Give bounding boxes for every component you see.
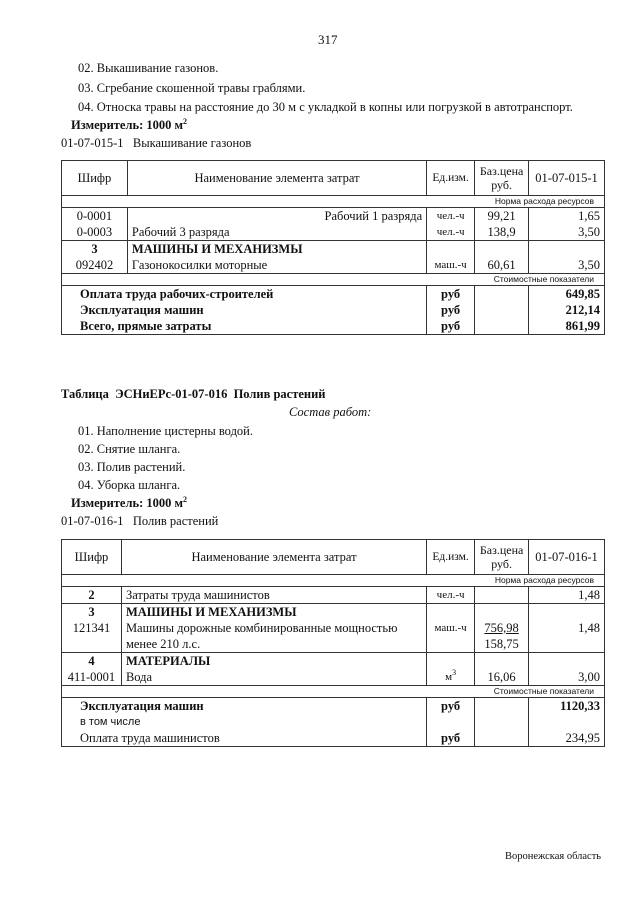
cell-name: Газонокосилки моторные (127, 257, 426, 274)
table-row (62, 669, 605, 686)
cell-unit-text: м (445, 671, 453, 683)
total-row (62, 318, 605, 335)
header-name: Наименование элемента затрат (127, 161, 426, 196)
footer-region: Воронежская область (505, 851, 602, 862)
measure-sup: 2 (183, 495, 188, 504)
work-item: 04. Уборка шланга. (78, 478, 181, 492)
work-item: 04. Относка травы на расстояние до 30 м с укладкой в копны или погрузкой в автотранспорт. (78, 100, 573, 114)
estimate-table-1 (61, 160, 605, 335)
cell-unit: маш.-ч (427, 620, 475, 653)
total-value: 212,14 (529, 302, 605, 318)
table-row (62, 208, 605, 225)
total-unit: руб (427, 302, 475, 318)
cell-price (475, 587, 529, 604)
header-price-line2: руб. (491, 557, 512, 571)
measure-label (71, 496, 187, 511)
total-unit: руб (427, 318, 475, 335)
work-item: 02. Выкашивание газонов. (78, 61, 219, 75)
cell-name: Рабочий 1 разряда (127, 208, 426, 225)
group-code: 3 (62, 241, 128, 258)
cell-unit: чел.-ч (427, 587, 475, 604)
cell-code: 121341 (62, 620, 122, 653)
group-row (62, 604, 605, 621)
subheader-cost: Стоимостные показатели (62, 274, 605, 286)
cell-code: 2 (62, 587, 122, 604)
header-price (475, 540, 529, 575)
measure-label (71, 118, 187, 133)
cell-unit (427, 669, 475, 686)
header-unit: Ед.изм. (427, 161, 475, 196)
total-row (62, 730, 605, 747)
cell-code: 0-0001 (62, 208, 128, 225)
total-label: в том числе (62, 714, 427, 730)
subheader-row (62, 686, 605, 698)
table-row (62, 587, 605, 604)
cell-unit-sup: 3 (452, 668, 457, 677)
subheader-resources: Норма расхода ресурсов (62, 196, 605, 208)
cell-code: 092402 (62, 257, 128, 274)
cell-price: 138,9 (475, 224, 529, 241)
cell-value: 1,48 (529, 620, 605, 653)
total-value: 1120,33 (529, 698, 605, 715)
total-row (62, 714, 605, 730)
cell-price (475, 620, 529, 653)
cell-name (121, 620, 426, 653)
cell-price: 60,61 (475, 257, 529, 274)
group-name: МАШИНЫ И МЕХАНИЗМЫ (127, 241, 426, 258)
table-header-row (62, 161, 605, 196)
subheader-row (62, 196, 605, 208)
cell-name: Рабочий 3 разряда (127, 224, 426, 241)
cell-value: 3,50 (529, 224, 605, 241)
total-unit: руб (427, 730, 475, 747)
header-code: Шифр (62, 161, 128, 196)
group-code: 3 (62, 604, 122, 621)
subheader-cost: Стоимостные показатели (62, 686, 605, 698)
total-row (62, 698, 605, 715)
cell-name-line2: менее 210 л.с. (125, 637, 201, 651)
total-label: Эксплуатация машин (62, 698, 427, 715)
work-item: 02. Снятие шланга. (78, 442, 181, 456)
cell-price-line2: 158,75 (484, 637, 519, 651)
code-line: 01-07-015-1 Выкашивание газонов (61, 136, 252, 150)
total-unit: руб (427, 698, 475, 715)
header-price-line2: руб. (491, 178, 512, 192)
subheader-row (62, 274, 605, 286)
cell-code: 0-0003 (62, 224, 128, 241)
cell-price-line1: 756,98 (484, 621, 519, 635)
cell-value: 1,65 (529, 208, 605, 225)
total-value: 861,99 (529, 318, 605, 335)
work-item: 03. Сгребание скошенной травы граблями. (78, 81, 306, 95)
cell-code: 411-0001 (62, 669, 122, 686)
estimate-table-2 (61, 539, 605, 747)
code-line: 01-07-016-1 Полив растений (61, 514, 219, 528)
header-norm: 01-07-015-1 (529, 161, 605, 196)
header-price (475, 161, 529, 196)
composition-label: Состав работ: (289, 405, 372, 419)
subheader-row (62, 575, 605, 587)
cell-name: Вода (121, 669, 426, 686)
total-label: Всего, прямые затраты (62, 318, 427, 335)
cell-name: Затраты труда машинистов (121, 587, 426, 604)
cell-value: 1,48 (529, 587, 605, 604)
cell-price: 16,06 (475, 669, 529, 686)
measure-text: Измеритель: 1000 м (71, 118, 184, 132)
cell-value: 3,50 (529, 257, 605, 274)
work-item: 01. Наполнение цистерны водой. (78, 424, 253, 438)
total-label: Оплата труда машинистов (62, 730, 427, 747)
group-row (62, 653, 605, 670)
table-row (62, 620, 605, 653)
total-value: 234,95 (529, 730, 605, 747)
total-unit: руб (427, 286, 475, 303)
work-item: 03. Полив растений. (78, 460, 186, 474)
group-name: МАШИНЫ И МЕХАНИЗМЫ (121, 604, 426, 621)
table-header-row (62, 540, 605, 575)
total-label: Эксплуатация машин (62, 302, 427, 318)
total-row (62, 302, 605, 318)
table-row (62, 257, 605, 274)
measure-sup: 2 (183, 117, 188, 126)
cell-price: 99,21 (475, 208, 529, 225)
header-name: Наименование элемента затрат (121, 540, 426, 575)
total-row (62, 286, 605, 303)
cell-name-line1: Машины дорожные комбинированные мощностью (125, 621, 398, 635)
table-row (62, 224, 605, 241)
cell-unit: чел.-ч (427, 224, 475, 241)
cell-value: 3,00 (529, 669, 605, 686)
header-price-line1: Баз.цена (479, 543, 524, 557)
header-code: Шифр (62, 540, 122, 575)
header-price-line1: Баз.цена (479, 164, 524, 178)
cell-unit: маш.-ч (427, 257, 475, 274)
measure-text: Измеритель: 1000 м (71, 496, 184, 510)
subheader-resources: Норма расхода ресурсов (62, 575, 605, 587)
header-unit: Ед.изм. (427, 540, 475, 575)
total-label: Оплата труда рабочих-строителей (62, 286, 427, 303)
total-value: 649,85 (529, 286, 605, 303)
group-name: МАТЕРИАЛЫ (121, 653, 426, 670)
section-title: Таблица ЭСНиЕРс-01-07-016 Полив растений (61, 387, 326, 401)
header-norm: 01-07-016-1 (529, 540, 605, 575)
group-code: 4 (62, 653, 122, 670)
page-number: 317 (318, 32, 338, 47)
group-row (62, 241, 605, 258)
cell-unit: чел.-ч (427, 208, 475, 225)
